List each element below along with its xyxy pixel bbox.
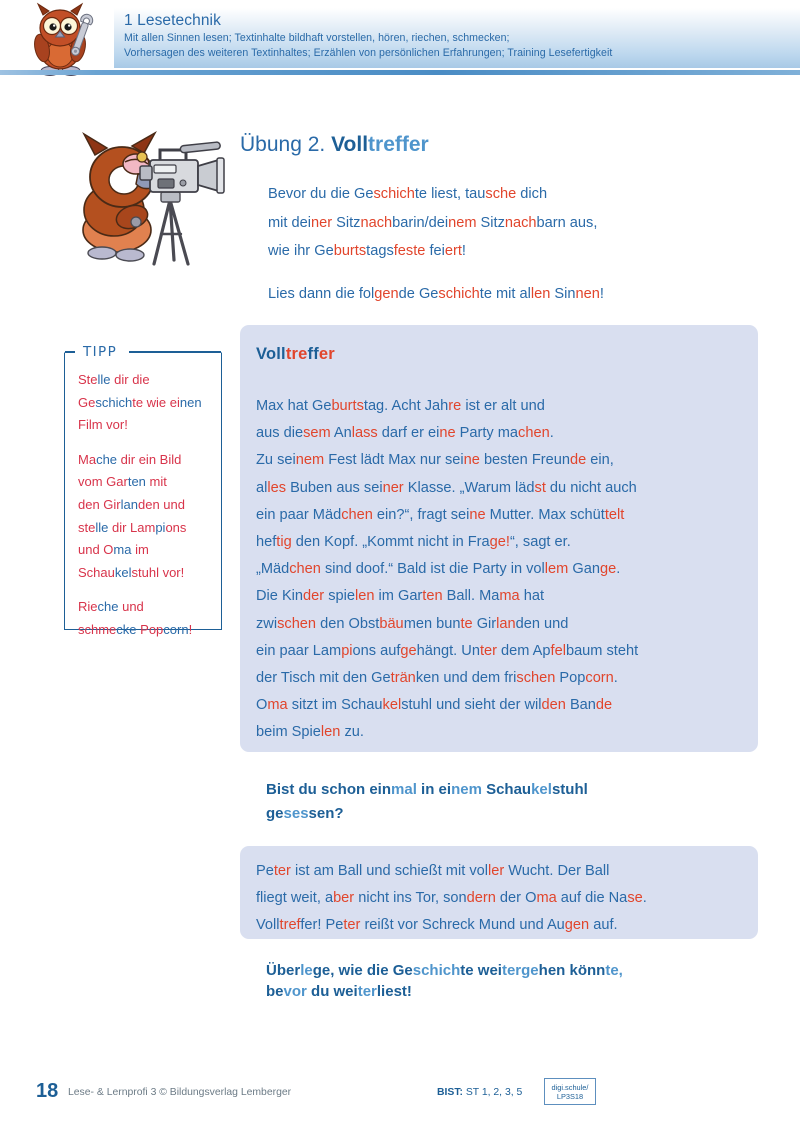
text-line: Max hat Geburtstag. Acht Jahre ist er alt und xyxy=(256,398,545,414)
text-line: den Girlanden und xyxy=(78,496,185,512)
page-header xyxy=(0,0,800,76)
tipp-paragraph xyxy=(78,449,209,585)
exercise-title-part-1: Voll xyxy=(331,133,369,156)
text-line: Stelle dir die xyxy=(78,372,150,387)
reflection-question-2 xyxy=(266,960,746,1002)
text-line: gesessen? xyxy=(266,805,344,822)
text-line: alles Buben aus seiner Klasse. „Warum lädst du nicht auch xyxy=(256,479,637,496)
story-body-text-2 xyxy=(256,858,752,940)
text-line: Mache dir ein Bild xyxy=(78,451,182,467)
tipp-box xyxy=(64,352,222,637)
chapter-subtitle-line-2: Vorhersagen des weiteren Textinhaltes; Erzählen von persönlichen Erfahrungen; Training Lesefertigkeit xyxy=(124,46,613,59)
story-box-primary xyxy=(240,325,758,752)
text-line: mit deiner Sitznachbarin/deinem Sitznachbarn aus, xyxy=(268,214,598,231)
text-line: Geschichte wie einen xyxy=(78,394,202,410)
text-line: „Mädchen sind doof.“ Bald ist die Party in vollem Gange. xyxy=(256,561,621,578)
text-line: Überlege, wie die Geschichte weitergehen könnte, xyxy=(266,962,623,979)
text-line: beim Spielen zu. xyxy=(256,724,364,741)
text-line: wie ihr Geburtstagsfeste feiert! xyxy=(268,243,466,259)
text-line: Volltreffer! Peter reißt vor Schreck Mund und Augen auf. xyxy=(256,917,618,934)
text-line: ein paar Mädchen ein?“, fragt seine Mutter. Max schüttelt xyxy=(256,506,625,523)
text-line: ein paar Lampions aufgehängt. Unter dem Apfelbaum steht xyxy=(256,642,639,659)
page-number: 18 xyxy=(36,1080,59,1102)
header-divider-rule xyxy=(0,70,800,75)
text-line: Schaukelstuhl vor! xyxy=(78,564,185,580)
digi-schule-code-box xyxy=(544,1078,596,1105)
text-line: Zu seinem Fest lädt Max nur seine besten Freunde ein, xyxy=(256,452,614,469)
text-line: Bist du schon einmal in einem Schaukelstuhl xyxy=(266,781,588,798)
text-line: fliegt weit, aber nicht ins Tor, sondern der Oma auf die Nase. xyxy=(256,890,647,907)
intro-paragraph-2 xyxy=(268,280,738,309)
page-footer xyxy=(0,1074,800,1114)
owl-filming-with-video-camera-icon xyxy=(62,122,242,267)
text-line: zwischen den Obstbäumen bunte Girlanden und xyxy=(256,615,569,632)
text-line: der Tisch mit den Getränken und dem frischen Popcorn. xyxy=(256,670,618,687)
text-line: bevor du weiterliest! xyxy=(266,983,412,1000)
text-line: Rieche und xyxy=(78,599,144,615)
tipp-paragraph xyxy=(78,369,209,437)
bist-value: ST 1, 2, 3, 5 xyxy=(465,1087,523,1098)
text-line: Peter ist am Ball und schießt mit voller Wucht. Der Ball xyxy=(256,863,610,879)
reflection-question-1 xyxy=(266,778,736,826)
tipp-border-right-segment xyxy=(129,351,221,353)
text-line: vom Garten mit xyxy=(78,474,167,490)
story-body-text xyxy=(256,393,748,747)
digi-schule-line-2: LP3S18 xyxy=(556,1092,584,1102)
imprint-text: Lese- & Lernprofi 3 © Bildungsverlag Lemberger xyxy=(68,1087,292,1098)
header-text-block xyxy=(124,11,784,60)
intro-instructions xyxy=(268,180,738,308)
tipp-label: TIPP xyxy=(78,344,122,360)
exercise-title-part-2: treffer xyxy=(368,133,429,156)
text-line: und Oma im xyxy=(78,542,149,558)
tipp-border-left-segment xyxy=(65,351,75,353)
chapter-subtitle-line-1: Mit allen Sinnen lesen; Textinhalte bildhaft vorstellen, hören, riechen, schmecken; xyxy=(124,32,510,44)
intro-paragraph-1 xyxy=(268,180,738,266)
chapter-title: 1 Lesetechnik xyxy=(124,12,221,29)
text-line: Volltreffer xyxy=(256,345,335,363)
owl-with-wrench-icon xyxy=(18,2,110,78)
tipp-paragraph xyxy=(78,596,209,641)
page-title xyxy=(240,131,429,159)
text-line: Die Kinder spielen im Garten Ball. Mama hat xyxy=(256,588,544,605)
bist-label: BIST: xyxy=(437,1087,463,1098)
text-line: Oma sitzt im Schaukelstuhl und sieht der wilden Bande xyxy=(256,697,613,714)
text-line: Lies dann die folgende Geschichte mit allen Sinnen! xyxy=(268,285,604,302)
digi-schule-line-1: digi.schule/ xyxy=(551,1083,589,1092)
text-line: Bevor du die Geschichte liest, tausche dich xyxy=(268,186,548,202)
text-line: heftig den Kopf. „Kommt nicht in Frage!“, sagt er. xyxy=(256,534,571,551)
bist-reference xyxy=(437,1087,522,1098)
text-line: Film vor! xyxy=(78,417,128,433)
tipp-content xyxy=(65,353,221,642)
exercise-number: Übung 2. xyxy=(240,133,326,156)
story-box-secondary xyxy=(240,846,758,939)
story-heading xyxy=(256,345,335,364)
text-line: stelle dir Lampions xyxy=(78,519,187,535)
text-line: aus diesem Anlass darf er eine Party machen. xyxy=(256,425,554,442)
text-line: schmecke Popcorn! xyxy=(78,621,193,637)
